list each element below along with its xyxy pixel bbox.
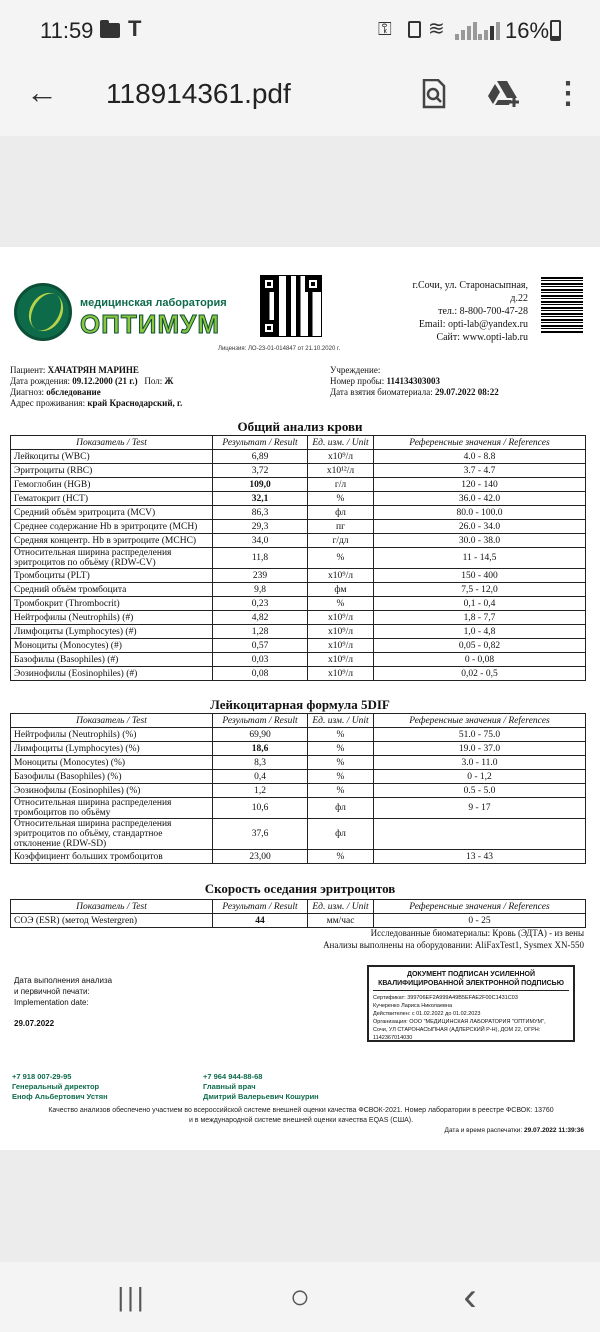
test-reference: 0 - 25 — [374, 914, 586, 928]
test-unit: фл — [308, 798, 374, 819]
owner-line: Кучеренко Лариса Николаевна — [373, 1003, 453, 1009]
signature-box — [367, 965, 575, 1042]
test-reference: 3.7 - 4.7 — [374, 464, 586, 478]
test-result: 6,89 — [213, 450, 308, 464]
table-row — [11, 464, 586, 478]
sample-date: 29.07.2022 08:22 — [434, 387, 499, 397]
table-row — [11, 819, 586, 850]
doctor-phone: +7 964 944-88-68 — [203, 1072, 263, 1081]
test-result: 8,3 — [213, 756, 308, 770]
test-unit: % — [308, 784, 374, 798]
test-unit: x10¹²/л — [308, 464, 374, 478]
table-header-row — [11, 900, 586, 914]
test-name: Среднее содержание Hb в эритроците (MCH) — [11, 520, 213, 534]
battery-percent: 16% — [505, 18, 550, 43]
test-reference: 1,8 - 7,7 — [374, 611, 586, 625]
table-row — [11, 569, 586, 583]
test-result: 1,28 — [213, 625, 308, 639]
table-row — [11, 534, 586, 548]
test-unit: % — [308, 492, 374, 506]
address-line: д.22 — [510, 293, 528, 304]
system-nav-bar — [0, 1262, 600, 1332]
table-row — [11, 492, 586, 506]
test-result: 69,90 — [213, 728, 308, 742]
test-result: 44 — [213, 914, 308, 928]
table-row — [11, 798, 586, 819]
test-result: 18,6 — [213, 742, 308, 756]
test-result: 86,3 — [213, 506, 308, 520]
test-result: 0,03 — [213, 653, 308, 667]
test-unit: мм/час — [308, 914, 374, 928]
equipment-text: Анализы выполнены на оборудовании: AliFaxTest1, Sysmex XN-550 — [323, 940, 584, 950]
test-name: СОЭ (ESR) (метод Westergren) — [11, 914, 213, 928]
org-line: Сочи, УЛ СТАРОНАСЫПНАЯ (АДЛЕРСКИЙ Р-Н), ДОМ 22, ОГРН: — [373, 1027, 541, 1033]
home-icon[interactable]: ○ — [289, 1278, 311, 1316]
table-row — [11, 478, 586, 492]
signature-header: ДОКУМЕНТ ПОДПИСАН УСИЛЕННОЙ — [407, 971, 535, 978]
test-unit: x10⁹/л — [308, 611, 374, 625]
table-row — [11, 914, 586, 928]
test-result: 34,0 — [213, 534, 308, 548]
test-reference: 19.0 - 37.0 — [374, 742, 586, 756]
test-unit: % — [308, 728, 374, 742]
table-row — [11, 597, 586, 611]
table-row — [11, 742, 586, 756]
app-bar — [0, 62, 600, 136]
results-table — [10, 899, 586, 928]
impl-label: Дата выполнения анализа — [14, 976, 113, 985]
sample-info — [330, 365, 499, 398]
patient-dob: 09.12.2000 (21 г.) — [72, 376, 138, 386]
status-bar — [0, 0, 600, 62]
site-line: Сайт: www.opti-lab.ru — [436, 332, 528, 343]
status-time: 11:59 — [40, 18, 94, 43]
test-name: Базофилы (Basophiles) (#) — [11, 653, 213, 667]
director-role: Генеральный директор — [12, 1082, 100, 1091]
col-header: Референсные значения / References — [374, 436, 586, 450]
test-result: 239 — [213, 569, 308, 583]
logo-name: ОПТИМУМ — [80, 309, 220, 339]
label: Дата рождения: — [10, 376, 71, 386]
key-icon: ⚿ — [378, 19, 392, 39]
section-title: Скорость оседания эритроцитов — [204, 881, 396, 896]
test-reference: 13 - 43 — [374, 850, 586, 864]
logo-subtitle: медицинская лаборатория — [80, 297, 227, 309]
table-row — [11, 728, 586, 742]
address-line: г.Сочи, ул. Старонасыпная, — [412, 280, 528, 291]
test-reference: 0,1 - 0,4 — [374, 597, 586, 611]
search-doc-icon[interactable] — [414, 74, 454, 114]
test-reference: 0,02 - 0,5 — [374, 667, 586, 681]
test-name: Гематокрит (HCT) — [11, 492, 213, 506]
table-row — [11, 770, 586, 784]
folder-icon — [100, 23, 120, 38]
test-unit: фл — [308, 819, 374, 850]
test-reference — [374, 819, 586, 850]
test-name: Нейтрофилы (Neutrophils) (#) — [11, 611, 213, 625]
test-name: Моноциты (Monocytes) (#) — [11, 639, 213, 653]
test-unit: % — [308, 770, 374, 784]
nav-back-icon[interactable]: ‹ — [463, 1275, 477, 1319]
table-row — [11, 639, 586, 653]
biomaterial-text: Исследованные биоматериалы: Кровь (ЭДТА) - из вены — [370, 928, 584, 938]
patient-diagnosis: обследование — [46, 387, 101, 397]
col-header: Ед. изм. / Unit — [308, 900, 374, 914]
implementation-date — [14, 975, 112, 1029]
test-unit: г/дл — [308, 534, 374, 548]
label: Номер пробы: — [330, 376, 385, 386]
test-unit: x10⁹/л — [308, 639, 374, 653]
test-unit: % — [308, 742, 374, 756]
test-unit: % — [308, 548, 374, 569]
col-header: Ед. изм. / Unit — [308, 436, 374, 450]
test-name: Средний объём эритроцита (MCV) — [11, 506, 213, 520]
test-name: Относительная ширина распределения эритроцитов по объёму (RDW-CV) — [11, 548, 213, 569]
director-name: Еноф Альбертович Устян — [12, 1092, 108, 1101]
label: Пациент: — [10, 365, 46, 375]
test-reference: 7,5 - 12,0 — [374, 583, 586, 597]
signature-header: КВАЛИФИЦИРОВАННОЙ ЭЛЕКТРОННОЙ ПОДПИСЬЮ — [378, 980, 564, 987]
impl-label: и первичной печати: — [14, 987, 90, 996]
test-name: Лимфоциты (Lymphocytes) (#) — [11, 625, 213, 639]
table-row — [11, 611, 586, 625]
more-options-icon[interactable]: ⋮ — [553, 77, 583, 110]
test-result: 32,1 — [213, 492, 308, 506]
results-table — [10, 435, 586, 681]
col-header: Результат / Result — [213, 436, 308, 450]
phone-line: тел.: 8-800-700-47-28 — [438, 306, 528, 317]
test-unit: x10⁹/л — [308, 653, 374, 667]
col-header: Показатель / Test — [11, 714, 213, 728]
test-reference: 3.0 - 11.0 — [374, 756, 586, 770]
test-name: Относительная ширина распределения тромбоцитов по объёму — [11, 798, 213, 819]
col-header: Ед. изм. / Unit — [308, 714, 374, 728]
impl-label: Implementation date: — [14, 998, 89, 1007]
doctor-name: Дмитрий Валерьевич Кошурин — [203, 1092, 319, 1101]
test-unit: % — [308, 756, 374, 770]
col-header: Референсные значения / References — [374, 714, 586, 728]
lock-icon — [408, 21, 421, 38]
test-name: Нейтрофилы (Neutrophils) (%) — [11, 728, 213, 742]
table-header-row — [11, 436, 586, 450]
lab-logo-icon — [14, 283, 72, 341]
section-title: Общий анализ крови — [237, 419, 363, 434]
table-row — [11, 784, 586, 798]
test-result: 0,08 — [213, 667, 308, 681]
test-unit: фл — [308, 506, 374, 520]
test-result: 109,0 — [213, 478, 308, 492]
test-name: Моноциты (Monocytes) (%) — [11, 756, 213, 770]
test-name: Лимфоциты (Lymphocytes) (%) — [11, 742, 213, 756]
test-reference: 0.5 - 5.0 — [374, 784, 586, 798]
test-result: 0,23 — [213, 597, 308, 611]
test-unit: фм — [308, 583, 374, 597]
cert-line: Сертификат: 399706EF2A999A49B5EFAE2F00C1431C03 — [373, 995, 518, 1001]
test-reference: 4.0 - 8.8 — [374, 450, 586, 464]
t-icon: T — [128, 16, 142, 41]
test-reference: 9 - 17 — [374, 798, 586, 819]
test-unit: % — [308, 850, 374, 864]
test-unit: % — [308, 597, 374, 611]
wifi-icon: ≋ — [428, 18, 445, 40]
test-result: 0,4 — [213, 770, 308, 784]
file-title: 118914361.pdf — [106, 78, 291, 109]
test-unit: x10⁹/л — [308, 667, 374, 681]
director-block — [12, 1072, 108, 1102]
test-name: Эозинофилы (Eosinophiles) (%) — [11, 784, 213, 798]
test-unit: x10⁹/л — [308, 625, 374, 639]
qr-code-icon — [261, 276, 321, 336]
patient-name: ХАЧАТРЯН МАРИНЕ — [47, 365, 139, 375]
print-date — [445, 1127, 584, 1134]
table-row — [11, 667, 586, 681]
label: Дата взятия биоматериала: — [330, 387, 433, 397]
table-row — [11, 756, 586, 770]
test-name: Средняя концентр. Hb в эритроците (MCHC) — [11, 534, 213, 548]
test-name: Лейкоциты (WBC) — [11, 450, 213, 464]
test-result: 3,72 — [213, 464, 308, 478]
test-name: Гемоглобин (HGB) — [11, 478, 213, 492]
test-reference: 36.0 - 42.0 — [374, 492, 586, 506]
label: Адрес проживания: — [10, 398, 86, 408]
test-reference: 120 - 140 — [374, 478, 586, 492]
barcode-icon — [541, 277, 583, 333]
quality-line: и в международной системе внешней оценки качества EQAS (США). — [188, 1117, 414, 1124]
label: Учреждение: — [330, 365, 381, 375]
signal-icon — [455, 22, 477, 40]
lab-contacts — [413, 279, 528, 344]
valid-line: Действителен: с 01.02.2022 до 01.02.2023 — [373, 1011, 481, 1017]
table-row — [11, 850, 586, 864]
test-reference: 0 - 1,2 — [374, 770, 586, 784]
signal-icon — [478, 22, 500, 40]
test-reference: 150 - 400 — [374, 569, 586, 583]
test-result: 23,00 — [213, 850, 308, 864]
print-label: Дата и время распечатки: — [444, 1127, 523, 1134]
test-result: 9,8 — [213, 583, 308, 597]
drive-add-icon[interactable] — [485, 74, 525, 114]
test-reference: 26.0 - 34.0 — [374, 520, 586, 534]
label: Диагноз: — [10, 387, 45, 397]
test-result: 29,3 — [213, 520, 308, 534]
test-name: Базофилы (Basophiles) (%) — [11, 770, 213, 784]
test-name: Эритроциты (RBC) — [11, 464, 213, 478]
test-unit: x10⁹/л — [308, 450, 374, 464]
patient-address: край Краснодарский, г. — [87, 398, 183, 408]
test-name: Тромбокрит (Thrombocrit) — [11, 597, 213, 611]
email-line: Email: opti-lab@yandex.ru — [418, 319, 528, 330]
patient-sex: Ж — [164, 376, 174, 386]
doctor-role: Главный врач — [203, 1082, 256, 1091]
back-arrow-icon[interactable]: ← — [26, 74, 58, 110]
test-reference: 80.0 - 100.0 — [374, 506, 586, 520]
test-reference: 1,0 - 4,8 — [374, 625, 586, 639]
col-header: Результат / Result — [213, 900, 308, 914]
test-result: 1,2 — [213, 784, 308, 798]
test-result: 37,6 — [213, 819, 308, 850]
license-text: Лицензия: ЛО-23-01-014847 от 21.10.2020 г. — [218, 346, 341, 352]
recents-icon[interactable]: ||| — [117, 1282, 147, 1312]
test-unit: x10⁹/л — [308, 569, 374, 583]
org-line: 1142367014030 — [373, 1035, 413, 1041]
table-row — [11, 653, 586, 667]
probe-number: 114134303003 — [386, 376, 440, 386]
test-name: Относительная ширина распределения эритроцитов по объёму, стандартное отклонение (RDW-SD) — [11, 819, 213, 850]
table-row — [11, 506, 586, 520]
test-reference: 51.0 - 75.0 — [374, 728, 586, 742]
test-result: 4,82 — [213, 611, 308, 625]
col-header: Показатель / Test — [11, 436, 213, 450]
test-result: 11,8 — [213, 548, 308, 569]
org-line: Организация: ООО "МЕДИЦИНСКАЯ ЛАБОРАТОРИЯ "ОПТИМУМ", — [373, 1019, 546, 1025]
table-row — [11, 625, 586, 639]
table-row — [11, 548, 586, 569]
test-reference: 0 - 0,08 — [374, 653, 586, 667]
label: Пол: — [144, 376, 163, 386]
section-title: Лейкоцитарная формула 5DIF — [210, 697, 390, 712]
col-header: Результат / Result — [213, 714, 308, 728]
test-name: Эозинофилы (Eosinophiles) (#) — [11, 667, 213, 681]
table-header-row — [11, 714, 586, 728]
table-row — [11, 583, 586, 597]
test-reference: 0,05 - 0,82 — [374, 639, 586, 653]
test-result: 10,6 — [213, 798, 308, 819]
test-unit: пг — [308, 520, 374, 534]
col-header: Референсные значения / References — [374, 900, 586, 914]
doctor-block — [203, 1072, 319, 1102]
test-unit: г/л — [308, 478, 374, 492]
test-result: 0,57 — [213, 639, 308, 653]
pdf-page — [0, 247, 600, 1150]
impl-date: 29.07.2022 — [14, 1019, 55, 1028]
test-name: Коэффициент больших тромбоцитов — [11, 850, 213, 864]
table-row — [11, 450, 586, 464]
test-reference: 30.0 - 38.0 — [374, 534, 586, 548]
director-phone: +7 918 007-29-95 — [12, 1072, 72, 1081]
test-reference: 11 - 14,5 — [374, 548, 586, 569]
table-row — [11, 520, 586, 534]
test-name: Средний объём тромбоцита — [11, 583, 213, 597]
quality-line: Качество анализов обеспечено участием во всероссийской системе внешней оценки качества ФСВОК-2021. Номер лаборатории в реестре ФСВОК: 13760 — [48, 1107, 554, 1114]
battery-icon — [550, 20, 561, 41]
patient-info — [10, 365, 182, 409]
print-date-value: 29.07.2022 11:39:36 — [524, 1127, 584, 1134]
col-header: Показатель / Test — [11, 900, 213, 914]
test-name: Тромбоциты (PLT) — [11, 569, 213, 583]
quality-note — [16, 1106, 586, 1126]
results-table — [10, 713, 586, 864]
